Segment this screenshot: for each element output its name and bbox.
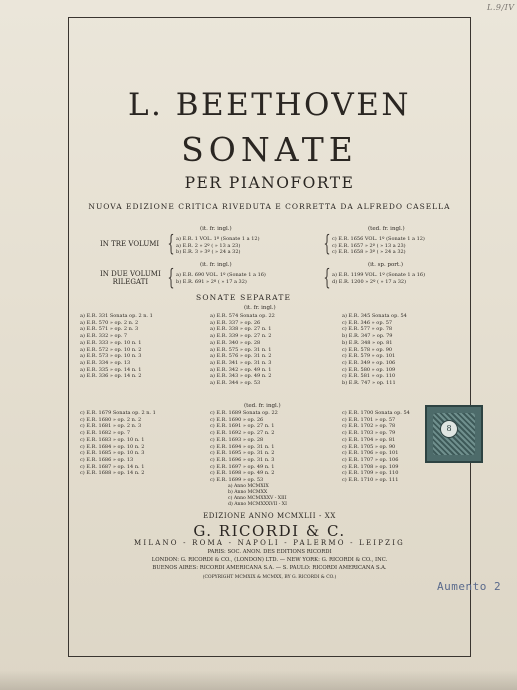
composer-name: L. BEETHOVEN xyxy=(127,87,412,123)
due-right-list xyxy=(332,272,425,285)
list-item: c) Anno MCMXXXV - XIII xyxy=(228,496,287,501)
list-item: c) E.R. 1695 » op. 31 n. 2 xyxy=(210,450,275,457)
list-item: a) E.R. 344 » op. 53 xyxy=(210,380,261,387)
list-item: c) E.R. 1658 » 3º ( » 24 a 32) xyxy=(332,249,406,256)
list-item: a) E.R. 571 » op. 2 n. 3 xyxy=(80,326,139,333)
separate-col-5 xyxy=(210,410,278,484)
due-left-list xyxy=(176,272,266,285)
list-item: c) E.R. 1693 » op. 28 xyxy=(210,436,264,443)
list-item: c) E.R. 1691 » op. 27 n. 1 xyxy=(210,423,275,430)
lang-right-due: (it. sp. port.) xyxy=(368,262,404,268)
list-item: c) E.R. 1707 » op. 106 xyxy=(342,456,399,463)
list-item: c) E.R. 1700 Sonata op. 54 xyxy=(342,410,410,416)
year-notes xyxy=(228,484,287,508)
list-item: b) E.R. 747 » op. 111 xyxy=(342,380,396,387)
edition-line: NUOVA EDIZIONE CRITICA RIVEDUTA E CORRETTA DA ALFREDO CASELLA xyxy=(88,202,451,211)
list-item: d) E.R. 1200 » 2º ( » 17 a 32) xyxy=(332,278,407,285)
list-item: c) E.R. 1682 » op. 7 xyxy=(80,430,131,437)
list-item: c) E.R. 1684 » op. 10 n. 2 xyxy=(80,443,145,450)
separate-col-4 xyxy=(80,410,156,477)
list-item: c) E.R. 581 » op. 110 xyxy=(342,373,396,380)
brace-tre-right: { xyxy=(323,232,331,257)
tre-left-list xyxy=(176,236,260,256)
publisher-places: MILANO - ROMA - NAPOLI - PALERMO - LEIPZIG xyxy=(134,539,405,547)
list-item: a) E.R. 572 » op. 10 n. 2 xyxy=(80,346,142,353)
list-item: a) E.R. 340 » op. 28 xyxy=(210,339,261,346)
list-item: b) E.R. 347 » op. 79 xyxy=(342,333,393,340)
list-item: a) E.R. 343 » op. 49 n. 2 xyxy=(210,373,272,380)
lang-left-due: (it. fr. ingl.) xyxy=(200,262,232,268)
list-item: c) E.R. 1701 » op. 57 xyxy=(342,416,396,423)
list-item: c) E.R. 1698 » op. 49 n. 2 xyxy=(210,470,275,477)
list-item: a) E.R. 342 » op. 49 n. 1 xyxy=(210,366,272,373)
address-line: LONDON: G. RICORDI & CO., (LONDON) LTD. — NEW YORK: G. RICORDI & CO., INC. xyxy=(151,557,388,563)
lang-separate-bottom: (ted. fr. ingl.) xyxy=(244,403,281,409)
brace-due-left: { xyxy=(167,266,175,291)
lang-left-tre: (it. fr. ingl.) xyxy=(200,226,232,232)
due-volumi-label-line1: IN DUE VOLUMI xyxy=(100,270,161,278)
stamp-value: 8 xyxy=(440,420,458,438)
list-item: a) E.R. 336 » op. 14 n. 2 xyxy=(80,373,142,380)
address-line: BUENOS AIRES: RICORDI AMERICANA S.A. — S. PAULO: RICORDI AMERICANA S.A. xyxy=(152,565,387,571)
list-item: b) E.R. 3 » 3º ( » 24 a 32) xyxy=(176,249,241,256)
list-item: c) E.R. 349 » op. 106 xyxy=(342,359,396,366)
due-volumi-label xyxy=(100,270,161,286)
list-item: c) E.R. 1705 » op. 90 xyxy=(342,443,396,450)
list-item: c) E.R. 1686 » op. 13 xyxy=(80,456,134,463)
brace-tre-left: { xyxy=(167,232,175,257)
list-item: c) E.R. 1692 » op. 27 n. 2 xyxy=(210,430,275,437)
list-item: c) E.R. 1704 » op. 81 xyxy=(342,436,396,443)
list-item: a) E.R. 1 VOL. 1º (Sonate 1 a 12) xyxy=(176,236,260,242)
lang-separate-top: (it. fr. ingl.) xyxy=(244,305,276,311)
list-item: c) E.R. 1688 » op. 14 n. 2 xyxy=(80,470,145,477)
separate-col-6 xyxy=(342,410,410,484)
list-item: b) E.R. 691 » 2º ( » 17 a 32) xyxy=(176,278,247,285)
list-item: b) Anno MCMXX xyxy=(228,490,268,495)
list-item: c) E.R. 580 » op. 109 xyxy=(342,366,396,373)
list-item: c) E.R. 1687 » op. 14 n. 1 xyxy=(80,463,145,470)
list-item: c) E.R. 1703 » op. 79 xyxy=(342,430,396,437)
list-item: c) E.R. 1710 » op. 111 xyxy=(342,477,399,484)
list-item: a) E.R. 573 » op. 10 n. 3 xyxy=(80,353,142,360)
work-subtitle: PER PIANOFORTE xyxy=(184,174,355,192)
list-item: a) E.R. 575 » op. 31 n. 1 xyxy=(210,346,272,353)
due-volumi-label-line2: RILEGATI xyxy=(112,278,149,286)
list-item: c) E.R. 1706 » op. 101 xyxy=(342,450,399,457)
lang-right-tre: (ted. fr. ingl.) xyxy=(368,226,405,232)
list-item: a) E.R. 333 » op. 10 n. 1 xyxy=(80,339,142,346)
price-stamp xyxy=(425,405,483,463)
separate-col-2 xyxy=(210,313,275,387)
brace-due-right: { xyxy=(323,266,331,291)
list-item: c) E.R. 1656 VOL. 1º (Sonate 1 a 12) xyxy=(332,236,425,242)
publisher-name: G. RICORDI & C. xyxy=(193,522,346,540)
copyright-line: (COPYRIGHT MCMXIX & MCMXX, BY G. RICORDI & CO.) xyxy=(202,575,337,580)
list-item: a) E.R. 337 » op. 26 xyxy=(210,319,261,326)
separate-heading: SONATE SEPARATE xyxy=(196,293,292,302)
list-item: c) E.R. 1708 » op. 109 xyxy=(342,463,399,470)
separate-col-1 xyxy=(80,313,153,380)
list-item: a) E.R. 2 » 2º ( » 13 a 23) xyxy=(176,242,241,249)
price-increase-stamp: Aumento 2 xyxy=(437,580,502,593)
list-item: a) E.R. 1199 VOL. 1º (Sonate 1 a 16) xyxy=(332,272,426,278)
list-item: a) Anno MCMXIX xyxy=(228,484,269,489)
separate-col-3 xyxy=(342,313,407,387)
list-item: b) E.R. 348 » op. 81 xyxy=(342,339,393,346)
list-item: c) E.R. 1709 » op. 110 xyxy=(342,470,399,477)
list-item: c) E.R. 1681 » op. 2 n. 3 xyxy=(80,423,142,430)
list-item: c) E.R. 1680 » op. 2 n. 2 xyxy=(80,416,142,423)
list-item: c) E.R. 1690 » op. 26 xyxy=(210,416,264,423)
list-item: c) E.R. 1697 » op. 49 n. 1 xyxy=(210,463,275,470)
list-item: a) E.R. 570 » op. 2 n. 2 xyxy=(80,319,139,326)
list-item: c) E.R. 1685 » op. 10 n. 3 xyxy=(80,450,145,457)
work-title: SONATE xyxy=(181,130,358,169)
edition-year: EDIZIONE ANNO MCMXLII - XX xyxy=(203,512,336,520)
list-item: c) E.R. 577 » op. 78 xyxy=(342,326,393,333)
list-item: a) E.R. 339 » op. 27 n. 2 xyxy=(210,333,272,340)
list-item: c) E.R. 579 » op. 101 xyxy=(342,353,396,360)
list-item: a) E.R. 331 Sonata op. 2 n. 1 xyxy=(80,313,153,319)
list-item: c) E.R. 1689 Sonata op. 22 xyxy=(210,410,278,416)
list-item: d) Anno MCMXXXVII - XI xyxy=(228,502,287,507)
list-item: a) E.R. 334 » op. 13 xyxy=(80,359,131,366)
list-item: c) E.R. 1694 » op. 31 n. 1 xyxy=(210,443,275,450)
list-item: c) E.R. 1679 Sonata op. 2 n. 1 xyxy=(80,410,156,416)
list-item: a) E.R. 338 » op. 27 n. 1 xyxy=(210,326,272,333)
tre-volumi-label: IN TRE VOLUMI xyxy=(100,240,160,248)
list-item: a) E.R. 574 Sonata op. 22 xyxy=(210,313,275,319)
address-line: PARIS: SOC. ANON. DES EDITIONS RICORDI xyxy=(207,549,332,555)
list-item: a) E.R. 341 » op. 31 n. 3 xyxy=(210,359,272,366)
pencil-note: L.9/IV xyxy=(487,3,515,12)
list-item: c) E.R. 1702 » op. 78 xyxy=(342,423,396,430)
list-item: a) E.R. 345 Sonata op. 54 xyxy=(342,313,407,319)
page-shadow xyxy=(0,670,517,690)
list-item: c) E.R. 1683 » op. 10 n. 1 xyxy=(80,436,145,443)
list-item: a) E.R. 335 » op. 14 n. 1 xyxy=(80,366,142,373)
list-item: a) E.R. 332 » op. 7 xyxy=(80,333,128,340)
list-item: a) E.R. 690 VOL. 1º (Sonate 1 a 16) xyxy=(176,272,266,278)
list-item: a) E.R. 576 » op. 31 n. 2 xyxy=(210,353,272,360)
tre-right-list xyxy=(332,236,425,256)
list-item: c) E.R. 578 » op. 90 xyxy=(342,346,393,353)
list-item: c) E.R. 346 » op. 57 xyxy=(342,319,393,326)
list-item: c) E.R. 1699 » op. 53 xyxy=(210,477,264,484)
list-item: c) E.R. 1696 » op. 31 n. 3 xyxy=(210,456,275,463)
list-item: c) E.R. 1657 » 2º ( » 13 a 23) xyxy=(332,242,406,249)
